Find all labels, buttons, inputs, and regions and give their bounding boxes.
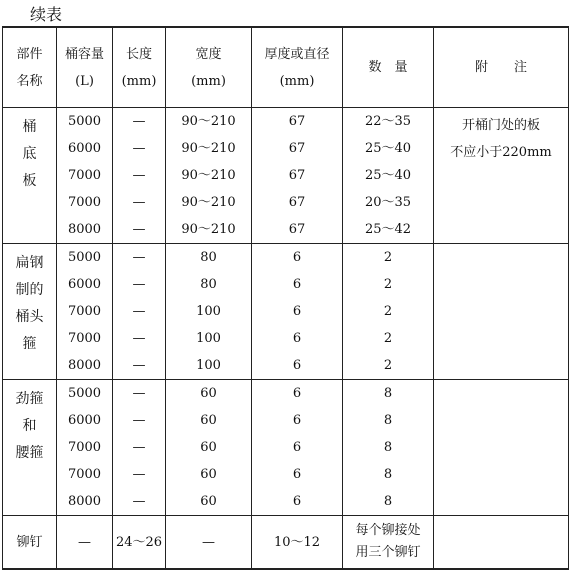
width-cell: 90～210 <box>166 135 252 162</box>
header-part-line2: 名称 <box>16 73 43 89</box>
part-name-line: 扁钢 <box>15 255 44 271</box>
quantity-cell: 8 <box>343 380 434 408</box>
width-cell: 100 <box>166 325 252 352</box>
table-row <box>3 380 569 408</box>
quantity-cell: 8 <box>343 461 434 488</box>
part-name-cell <box>3 108 57 244</box>
quantity-cell: 25～40 <box>343 162 434 189</box>
part-name-line: 劲箍 <box>15 391 44 407</box>
thickness-cell: 67 <box>252 135 343 162</box>
header-part <box>3 27 57 108</box>
quantity-cell: 25～40 <box>343 135 434 162</box>
quantity-cell: 8 <box>343 434 434 461</box>
header-thickness-line1: 厚度或直径 <box>264 46 330 62</box>
header-length-line2: (mm) <box>121 73 157 89</box>
header-width <box>166 27 252 108</box>
length-cell: — <box>113 216 166 244</box>
capacity-cell: 6000 <box>57 135 113 162</box>
length-cell: — <box>113 325 166 352</box>
length-cell: — <box>113 135 166 162</box>
capacity-cell: 7000 <box>57 298 113 325</box>
header-capacity-line2: (L) <box>75 73 94 89</box>
capacity-cell: 8000 <box>57 352 113 380</box>
part-name-line: 板 <box>22 173 37 189</box>
thickness-cell: 67 <box>252 162 343 189</box>
length-cell: — <box>113 189 166 216</box>
table-row-rivet <box>3 516 569 570</box>
width-cell: 80 <box>166 271 252 298</box>
width-cell: — <box>166 516 252 570</box>
part-name-cell: 铆钉 <box>3 516 57 570</box>
capacity-cell: 6000 <box>57 407 113 434</box>
width-cell: 100 <box>166 352 252 380</box>
remark-cell <box>434 108 569 244</box>
thickness-cell: 6 <box>252 271 343 298</box>
table-row <box>3 244 569 272</box>
quantity-cell <box>343 516 434 570</box>
header-quantity: 数 量 <box>343 27 434 108</box>
width-cell: 60 <box>166 407 252 434</box>
thickness-cell: 6 <box>252 461 343 488</box>
part-name-line: 桶 <box>22 119 37 135</box>
capacity-cell: 6000 <box>57 271 113 298</box>
header-width-line1: 宽度 <box>195 46 222 62</box>
thickness-cell: 6 <box>252 407 343 434</box>
quantity-line: 用三个铆钉 <box>355 545 421 560</box>
length-cell: — <box>113 488 166 516</box>
thickness-cell: 67 <box>252 216 343 244</box>
width-cell: 60 <box>166 434 252 461</box>
part-name-cell <box>3 244 57 380</box>
part-name-cell <box>3 380 57 516</box>
table-caption: 续表 <box>30 5 63 24</box>
capacity-cell: — <box>57 516 113 570</box>
remark-cell <box>434 380 569 516</box>
thickness-cell: 6 <box>252 352 343 380</box>
capacity-cell: 7000 <box>57 162 113 189</box>
capacity-cell: 5000 <box>57 108 113 136</box>
quantity-cell: 2 <box>343 271 434 298</box>
capacity-cell: 7000 <box>57 325 113 352</box>
header-part-line1: 部件 <box>16 46 43 62</box>
part-name-line: 桶头 <box>15 309 44 325</box>
table-row <box>3 108 569 136</box>
width-cell: 90～210 <box>166 162 252 189</box>
length-cell: — <box>113 434 166 461</box>
capacity-cell: 8000 <box>57 216 113 244</box>
header-length <box>113 27 166 108</box>
length-cell: — <box>113 380 166 408</box>
remark-cell <box>434 244 569 380</box>
quantity-cell: 8 <box>343 407 434 434</box>
length-cell: — <box>113 298 166 325</box>
width-cell: 100 <box>166 298 252 325</box>
header-thickness <box>252 27 343 108</box>
thickness-cell: 67 <box>252 108 343 136</box>
part-name-line: 箍 <box>22 336 37 352</box>
remark-cell <box>434 516 569 570</box>
length-cell: — <box>113 407 166 434</box>
header-length-line1: 长度 <box>125 46 152 62</box>
header-capacity <box>57 27 113 108</box>
remark-line: 开桶门处的板 <box>461 118 540 133</box>
quantity-line: 每个铆接处 <box>355 523 421 538</box>
header-thickness-line2: (mm) <box>279 73 315 89</box>
width-cell: 60 <box>166 380 252 408</box>
length-cell: — <box>113 352 166 380</box>
quantity-cell: 20～35 <box>343 189 434 216</box>
thickness-cell: 6 <box>252 488 343 516</box>
quantity-cell: 2 <box>343 352 434 380</box>
capacity-cell: 7000 <box>57 461 113 488</box>
thickness-cell: 6 <box>252 434 343 461</box>
thickness-cell: 6 <box>252 380 343 408</box>
capacity-cell: 7000 <box>57 434 113 461</box>
quantity-cell: 2 <box>343 325 434 352</box>
header-row <box>3 27 569 108</box>
part-name-line: 腰箍 <box>15 445 44 461</box>
capacity-cell: 7000 <box>57 189 113 216</box>
length-cell: — <box>113 108 166 136</box>
length-cell: 24～26 <box>113 516 166 570</box>
width-cell: 80 <box>166 244 252 272</box>
capacity-cell: 5000 <box>57 244 113 272</box>
width-cell: 90～210 <box>166 189 252 216</box>
length-cell: — <box>113 244 166 272</box>
width-cell: 90～210 <box>166 108 252 136</box>
quantity-cell: 8 <box>343 488 434 516</box>
length-cell: — <box>113 461 166 488</box>
length-cell: — <box>113 271 166 298</box>
thickness-cell: 6 <box>252 244 343 272</box>
thickness-cell: 6 <box>252 325 343 352</box>
length-cell: — <box>113 162 166 189</box>
header-width-line2: (mm) <box>191 73 226 89</box>
thickness-cell: 67 <box>252 189 343 216</box>
header-capacity-line1: 桶容量 <box>64 46 104 62</box>
part-name-line: 和 <box>22 418 37 434</box>
part-name-line: 制的 <box>15 282 44 298</box>
remark-line: 不应小于220mm <box>450 145 552 160</box>
thickness-cell: 6 <box>252 298 343 325</box>
part-name-line: 底 <box>22 146 37 162</box>
quantity-cell: 22～35 <box>343 108 434 136</box>
spec-table <box>2 26 569 570</box>
quantity-cell: 2 <box>343 244 434 272</box>
header-remark: 附 注 <box>434 27 569 108</box>
quantity-cell: 25～42 <box>343 216 434 244</box>
thickness-cell: 10～12 <box>252 516 343 570</box>
width-cell: 90～210 <box>166 216 252 244</box>
width-cell: 60 <box>166 461 252 488</box>
width-cell: 60 <box>166 488 252 516</box>
capacity-cell: 5000 <box>57 380 113 408</box>
quantity-cell: 2 <box>343 298 434 325</box>
capacity-cell: 8000 <box>57 488 113 516</box>
